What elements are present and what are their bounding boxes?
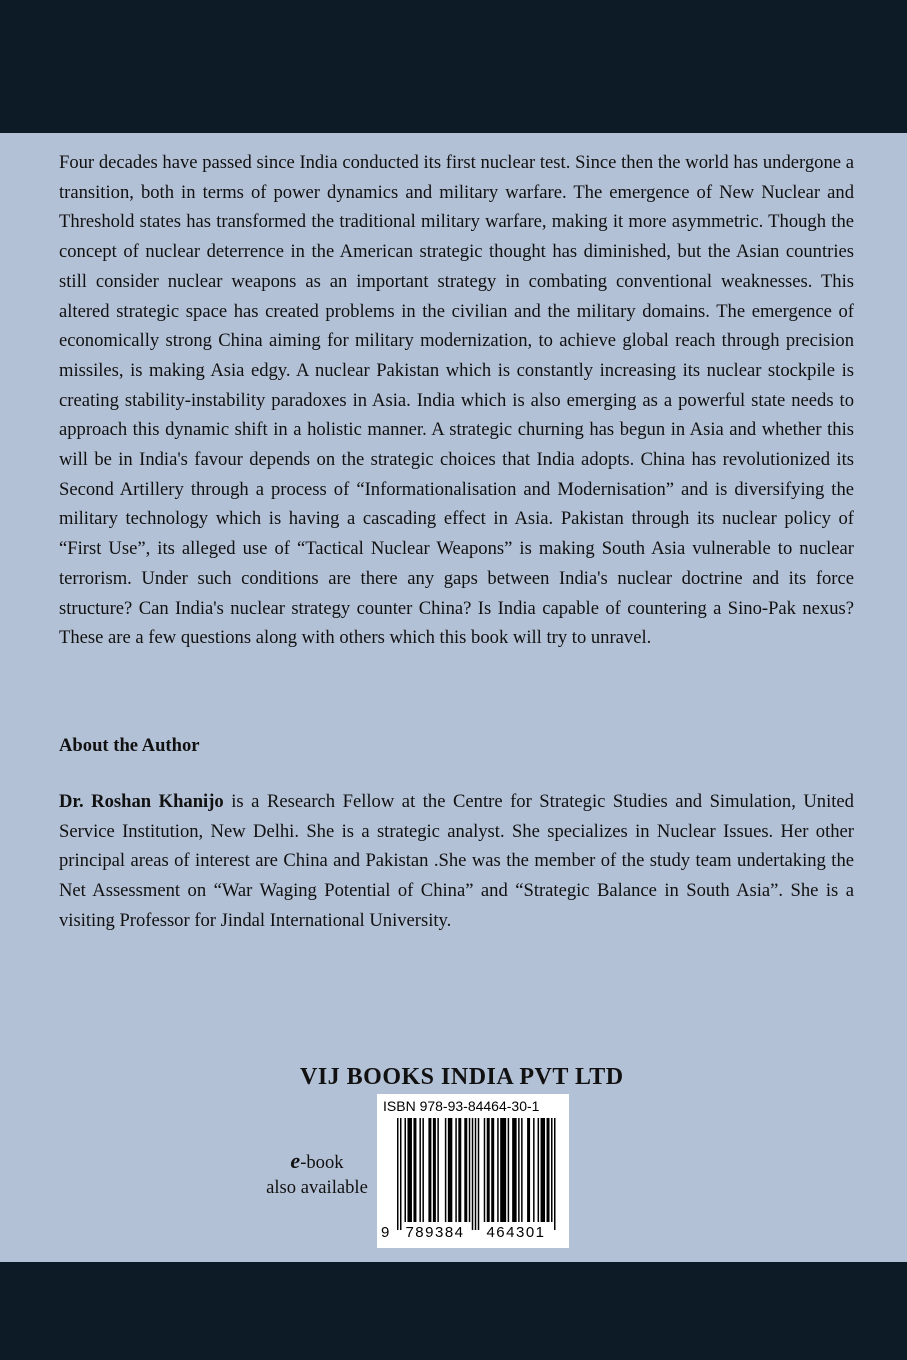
barcode-bar <box>455 1118 457 1222</box>
barcode-bar <box>551 1118 553 1222</box>
barcode-bar <box>400 1118 402 1230</box>
ebook-note <box>255 1148 379 1200</box>
barcode-bar <box>437 1118 439 1222</box>
barcode-bar <box>497 1118 499 1222</box>
barcode-bar <box>413 1118 416 1222</box>
barcode-bar <box>554 1118 556 1230</box>
author-name: Dr. Roshan Khanijo <box>59 791 224 812</box>
barcode-bar <box>491 1118 494 1222</box>
barcode-bar <box>521 1118 523 1222</box>
about-author-heading: About the Author <box>59 735 200 756</box>
isbn-label: ISBN 978-93-84464-30-1 <box>383 1098 540 1114</box>
barcode-bar <box>469 1118 471 1222</box>
barcode-bar <box>433 1118 436 1222</box>
barcode-bar <box>419 1118 421 1222</box>
barcode-lead-digit: 9 <box>381 1224 390 1241</box>
barcode-bar <box>407 1118 411 1222</box>
barcode-bar <box>397 1118 399 1230</box>
barcode-bar <box>475 1118 477 1230</box>
bottom-dark-band <box>0 1262 907 1360</box>
barcode-bar <box>458 1118 461 1222</box>
top-dark-band <box>0 0 907 133</box>
barcode-bar <box>464 1118 467 1222</box>
barcode-bar <box>484 1118 486 1222</box>
barcode-bar <box>445 1118 447 1222</box>
barcode-left-digits: 789384 <box>405 1224 465 1241</box>
isbn-barcode <box>377 1094 569 1248</box>
book-blurb: Four decades have passed since India conducted its first nuclear test. Since then the world has undergone a transition, both in terms of power dynamics and military warfare. The emergence of New Nuclear and Threshold states has transformed the traditional military warfare, making it more asymmetric. Though the concept of nuclear deterrence in the American strategic thought has diminished, but the Asian countries still consider nuclear weapons as an important strategy in combating conventional weaknesses. This altered strategic space has created problems in the civilian and the military domains. The emergence of economically strong China aiming for military modernization, to achieve global reach through precision missiles, is making Asia edgy. A nuclear Pakistan which is constantly increasing its nuclear stockpile is creating stability-instability paradoxes in Asia. India which is also emerging as a powerful state needs to approach this dynamic shift in a holistic manner. A strategic churning has begun in Asia and whether this will be in India's favour depends on the strategic choices that India adopts. China has revolutionized its Second Artillery through a process of “Informationalisation and Modernisation” and is diversifying the military technology which is having a cascading effect in Asia. Pakistan through its nuclear policy of “First Use”, its alleged use of “Tactical Nuclear Weapons” is making South Asia vulnerable to nuclear terrorism. Under such conditions are there any gaps between India's nuclear doctrine and its force structure? Can India's nuclear strategy counter China? Is India capable of countering a Sino-Pak nexus? These are a few questions along with others which this book will try to unravel. <box>59 152 854 649</box>
barcode-bar <box>512 1118 516 1222</box>
barcode-bar <box>487 1118 490 1222</box>
barcode-bar <box>527 1118 530 1222</box>
author-bio-text: is a Research Fellow at the Centre for Strategic Studies and Simulation, United Service Institution, New Delhi. She is a strategic analyst. She specializes in Nuclear Issues. Her other principal areas of interest are China and Pakistan .She was the member of the study team undertaking the Net Assessment on “War Waging Potential of China” and “Strategic Balance in South Asia”. She is a visiting Professor for Jindal International University. <box>59 791 854 931</box>
barcode-bar <box>478 1118 480 1230</box>
barcode-bar <box>541 1118 545 1222</box>
barcode-bar <box>538 1118 540 1222</box>
ebook-e-glyph: e <box>290 1148 301 1173</box>
publisher-name: VIJ BOOKS INDIA PVT LTD <box>300 1064 624 1090</box>
barcode-bar <box>472 1118 474 1230</box>
ebook-availability: also available <box>266 1177 368 1198</box>
barcode-bar <box>547 1118 550 1222</box>
barcode-right-digits: 464301 <box>486 1224 546 1241</box>
barcode-bar <box>428 1118 431 1222</box>
barcode-bar <box>448 1118 452 1222</box>
barcode-bar <box>404 1118 406 1222</box>
barcode-bar <box>508 1118 510 1222</box>
barcode-bar <box>422 1118 424 1222</box>
ebook-suffix: -book <box>300 1152 344 1173</box>
barcode-bar <box>533 1118 535 1222</box>
barcode-bar <box>500 1118 506 1222</box>
author-bio <box>59 787 854 936</box>
barcode-bar <box>518 1118 520 1222</box>
